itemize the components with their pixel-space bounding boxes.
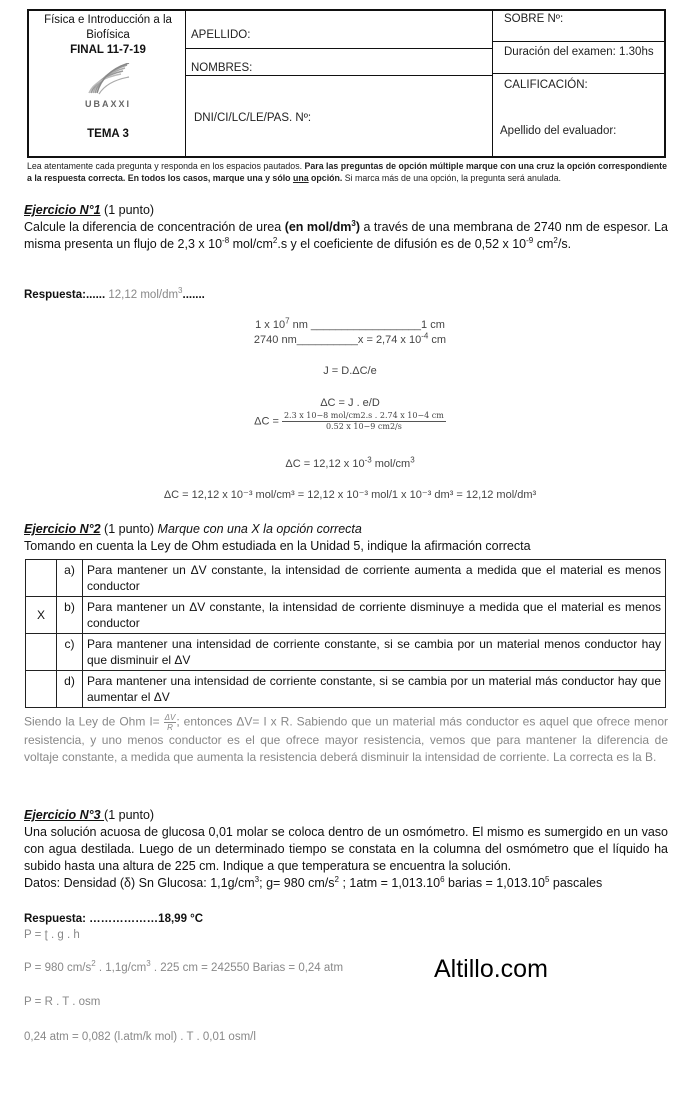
ej3-points: (1 punto) <box>104 808 155 822</box>
option-mark-cell[interactable] <box>26 634 57 671</box>
divider <box>185 11 186 156</box>
option-mark-cell[interactable] <box>26 560 57 597</box>
course-info-cell <box>29 11 187 156</box>
ej2-options-table <box>25 559 666 708</box>
option-letter: c) <box>57 634 83 671</box>
course-name-line2: Biofísica <box>86 29 130 41</box>
divider <box>492 11 493 156</box>
ubaxxi-logo-icon <box>87 63 131 95</box>
option-text: Para mantener una intensidad de corriente constante, si se cambia por un material menos conductor hay que disminuir el ΔV <box>83 634 666 671</box>
ej1-answer-value: 12,12 mol/$dm^3$ <box>105 286 183 301</box>
ej1-calc-line6: ΔC = 12,12 x $10^{-3}$ mol/$cm^3$ <box>285 455 415 470</box>
duracion-label: Duración del examen: 1.30hs <box>504 46 654 58</box>
ej2-instruction: Marque con una X la opción correcta <box>157 522 362 536</box>
ej1-calc-line3: J = D.ΔC/e <box>323 365 377 377</box>
ej2-explanation: Siendo la Ley de Ohm I= $\frac{\Delta V}{R}$ ; entonces ΔV= I x R. Sabiendo que un material más conductor es aquel que ofrece menor resistencia, y uno menos conductor es el que ofrece mayor resistencia, vemos que para mantener la diferencia de voltaje constante, a medida que aumenta la resistencia deberá disminuir la intensidad de corriente. La correcta es la B. <box>24 713 669 764</box>
option-text: Para mantener un ΔV constante, la intensidad de corriente disminuye a medida que el material es menos conductor <box>83 597 666 634</box>
ej1-statement: Calcule la diferencia de concentración de urea (en mol/$dm^3$) a través de una membrana de 2740 nm de espesor. La misma presenta un flujo de 2,3 x $10^{-8}$ mol/$cm^2.s$ y el coeficiente de difusión es de 0,52 x $10^{-9}$ $cm^2/s$. <box>24 218 668 251</box>
ej3-calc4: 0,24 atm = 0,082 (l.atm/k mol) . T . 0,01 osm/l <box>24 1031 256 1043</box>
ej3-datos: Datos: Densidad (δ) Sn Glucosa: $1,1g/cm^3$; g= 980 $cm/s^2$ ; $1atm = 1,013.10^6$ barias = $1,013.10^5$ pascales <box>24 874 603 890</box>
instructions <box>27 160 667 184</box>
ej2-title <box>24 522 362 536</box>
ej1-calc-line5: ΔC = $\frac{\text{2.3 x 10−8 mol/cm2.s . 2.74 x 10−4 cm}}{0.52 x 10-9 cm2/s}$ <box>254 411 444 431</box>
instructions-bold-end: opción. <box>308 173 343 183</box>
evaluador-field[interactable]: Apellido del evaluador: <box>500 125 617 137</box>
instructions-text-end: Si marca más de una opción, la pregunta será anulada. <box>342 173 561 183</box>
course-name-line1: Física e Introducción a la <box>44 14 172 26</box>
ej3-answer: Respuesta: ………………18,99 °C <box>24 913 204 925</box>
option-row-c[interactable] <box>26 634 666 671</box>
ej1-title <box>24 203 154 217</box>
sobre-field[interactable]: SOBRE Nº: <box>504 13 564 25</box>
exam-header-table <box>27 9 666 158</box>
calificacion-field[interactable]: CALIFICACIÓN: <box>504 79 588 91</box>
option-letter: a) <box>57 560 83 597</box>
instructions-underline: una <box>292 173 309 183</box>
option-mark-cell[interactable] <box>26 671 57 708</box>
option-row-a[interactable] <box>26 560 666 597</box>
ej3-statement: Una solución acuosa de glucosa 0,01 molar se coloca dentro de un osmómetro. El mismo es sumergido en un vaso con agua destilada. Luego de un determinado tiempo se constata en la columna del osmómetro que el líquido ha subido hasta una altura de 225 cm. Indique a que temperatura se encuentra la solución. <box>24 825 668 873</box>
ej1-title-text: Ejercicio N°1 <box>24 203 101 217</box>
divider <box>185 75 492 76</box>
ej1-calc-line4: ΔC = J . e/D <box>320 397 380 409</box>
ej3-calc3: P = R . T . osm <box>24 996 101 1008</box>
option-letter: d) <box>57 671 83 708</box>
instructions-bold: Para las preguntas de opción múltiple marque con una cruz la opción correspondiente a la respuesta correcta. En todos los casos, marque una y sólo <box>27 161 667 183</box>
ej1-calc-fraction: $\frac{\text{2.3 x 10−8 mol/cm2.s . 2.74 x 10−4 cm}}{0.52 x 10-9 cm2/s}$ <box>283 411 444 431</box>
instructions-text: Lea atentamente cada pregunta y responda en los espacios pautados. <box>27 161 305 171</box>
ej3-title-text: Ejercicio N°3 <box>24 808 105 822</box>
option-mark-cell[interactable]: X <box>26 597 57 634</box>
option-row-d[interactable] <box>26 671 666 708</box>
dni-field[interactable]: DNI/CI/LC/LE/PAS. Nº: <box>194 112 312 124</box>
ej3-title <box>24 808 154 822</box>
divider <box>492 73 666 74</box>
apellido-field[interactable]: APELLIDO: <box>191 29 251 41</box>
watermark: Altillo.com <box>434 955 548 983</box>
ej3-calc1: P = ʈ . g . h <box>24 929 80 941</box>
ej2-points: (1 punto) <box>100 522 158 536</box>
option-letter: b) <box>57 597 83 634</box>
ubaxxi-logo-text: UBAXXI <box>84 99 131 109</box>
option-text: Para mantener una intensidad de corriente constante, si se cambia por un material más conductor hay que aumentar el ΔV <box>83 671 666 708</box>
divider <box>185 48 492 49</box>
divider <box>492 41 666 42</box>
ej1-answer-label: Respuesta:...... <box>24 289 106 301</box>
option-row-b[interactable] <box>26 597 666 634</box>
ej1-calc-line1: 1 x $10^7$ nm __________________1 cm <box>255 316 445 331</box>
ej1-answer: Respuesta:...... 12,12 mol/$dm^3$....... <box>24 286 205 301</box>
option-text: Para mantener un ΔV constante, la intensidad de corriente aumenta a medida que el material es menos conductor <box>83 560 666 597</box>
ej3-calc2: P = 980 $cm/s^2$ . $1,1g/cm^3$ . 225 cm = 242550 Barias = 0,24 atm <box>24 959 344 974</box>
ej1-points: (1 punto) <box>100 203 155 217</box>
ohm-fraction: $\frac{\Delta V}{R}$ <box>164 713 176 732</box>
ej1-calc-line7: ΔC = 12,12 x 10⁻³ mol/cm³ = 12,12 x 10⁻³ mol/1 x 10⁻³ dm³ = 12,12 mol/dm³ <box>163 489 537 501</box>
exam-date: FINAL 11-7-19 <box>70 44 146 56</box>
ej2-statement: Tomando en cuenta la Ley de Ohm estudiada en la Unidad 5, indique la afirmación correcta <box>24 539 531 553</box>
nombres-field[interactable]: NOMBRES: <box>191 62 253 74</box>
tema-label: TEMA 3 <box>87 128 129 140</box>
ej1-calc-line2: 2740 nm__________x = 2,74 x $10^{-4}$ cm <box>253 331 447 346</box>
ej2-title-text: Ejercicio N°2 <box>24 522 101 536</box>
